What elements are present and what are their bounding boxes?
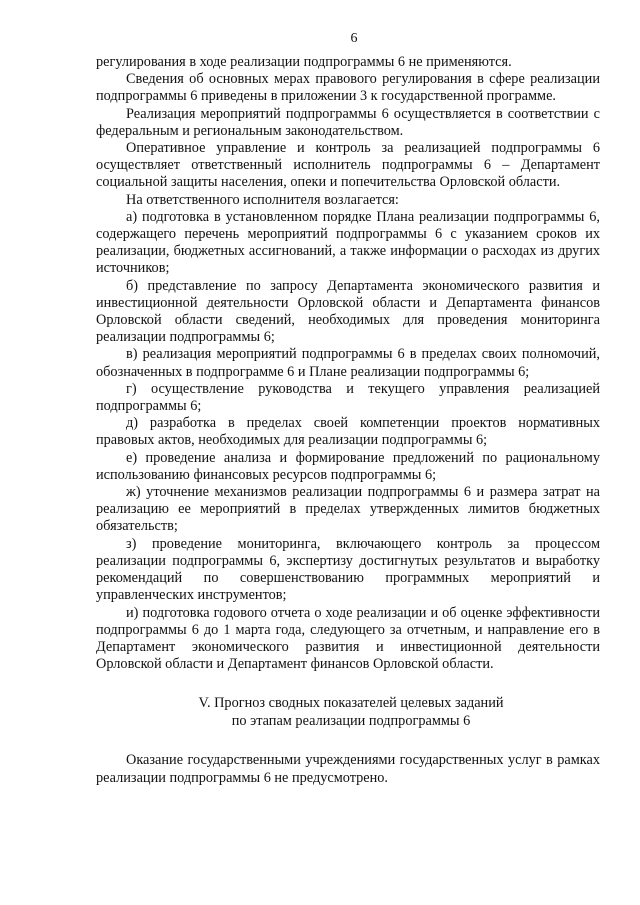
paragraph: регулирования в ходе реализации подпрограммы 6 не применяются. [96,54,512,70]
paragraph: Оперативное управление и контроль за реализацией подпрограммы 6 осуществляет ответственный исполнитель подпрограммы 6 – Департамент социальной защиты населения, опеки и попечительства Орловской области. [96,140,600,191]
section-heading-line-2: по этапам реализации подпрограммы 6 [231,712,471,729]
list-item-z: з) проведение мониторинга, включающего контроль за процессом реализации подпрограммы 6, экспертизу достигнутых результатов и выработку рекомендаций по совершенствованию программных мероприятий и управленческих инструментов; [96,535,600,604]
list-item-b: б) представление по запросу Департамента экономического развития и инвестиционной деятельности Орловской области и Департамента финансов Орловской области сведений, необходимых для проведения мониторинга реализации подпрограммы 6; [96,277,600,346]
section-heading [96,695,600,730]
list-item-v: в) реализация мероприятий подпрограммы 6 в пределах своих полномочий, обозначенных в подпрограмме 6 и Плане реализации подпрограммы 6; [96,346,600,380]
paragraph: Сведения об основных мерах правового регулирования в сфере реализации подпрограммы 6 приведены в приложении 3 к государственной программе. [96,71,600,105]
page-number: 6 [350,31,358,46]
list-item-d: д) разработка в пределах своей компетенции проектов нормативных правовых актов, необходимых для реализации подпрограммы 6; [96,415,600,449]
final-paragraph: Оказание государственными учреждениями государственных услуг в рамках реализации подпрограммы 6 не предусмотрено. [96,752,600,786]
paragraph: Реализация мероприятий подпрограммы 6 осуществляется в соответствии с федеральным и региональным законодательством. [96,105,600,139]
list-item-i: и) подготовка годового отчета о ходе реализации и об оценке эффективности подпрограммы 6 до 1 марта года, следующего за отчетным, и направление его в Департамент экономического развития и инвестиционной деятельности Орловской области и Департамент финансов Орловской области. [96,604,600,673]
document-page [96,30,600,787]
body-text [96,54,600,673]
list-item-g: г) осуществление руководства и текущего управления реализацией подпрограммы 6; [96,380,600,415]
list-item-zh: ж) уточнение механизмов реализации подпрограммы 6 и размера затрат на реализацию ее мероприятий в пределах утвержденных лимитов бюджетных обязательств; [96,484,600,535]
paragraph: На ответственного исполнителя возлагается: [126,191,399,208]
list-item-e: е) проведение анализа и формирование предложений по рациональному использованию финансовых ресурсов подпрограммы 6; [96,449,600,483]
section-heading-line-1: V. Прогноз сводных показателей целевых заданий [198,695,504,712]
list-item-a: а) подготовка в установленном порядке Плана реализации подпрограммы 6, содержащего перечень мероприятий подпрограммы 6 с указанием сроков их реализации, бюджетных ассигнований, а также информации о расходах из других источников; [96,208,600,277]
